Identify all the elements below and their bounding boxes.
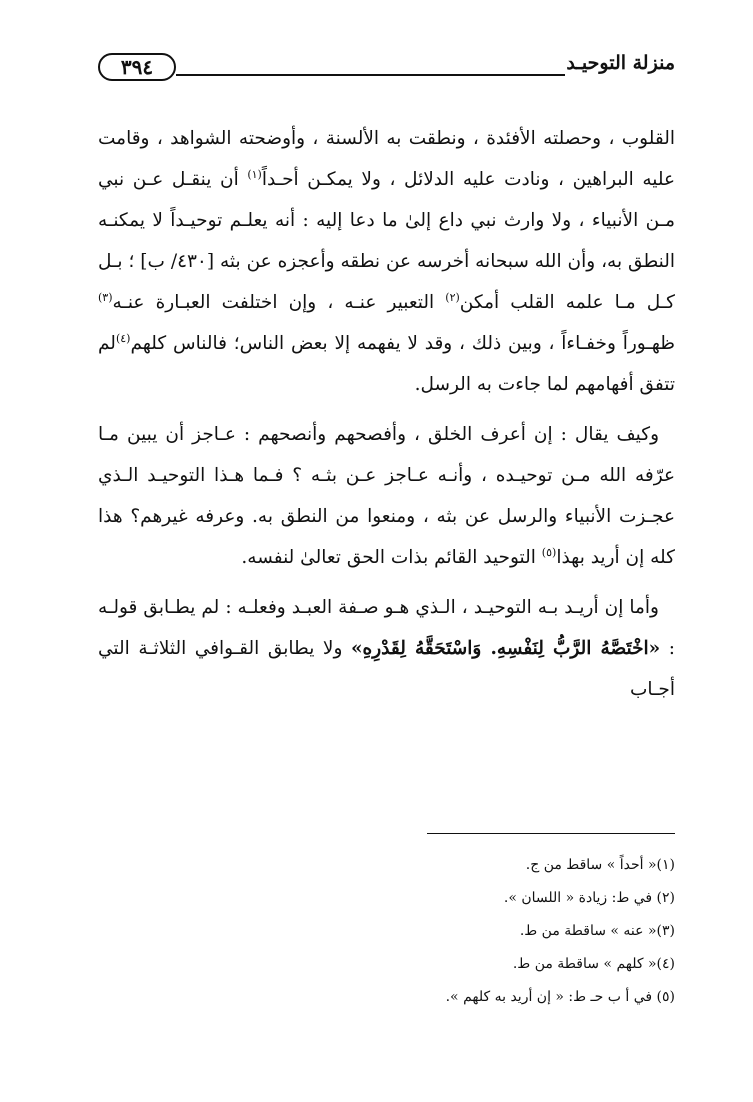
footnotes [98,856,675,1021]
footnote: (١)« أحداً » ساقط من ج. [525,857,675,873]
text-run: ولا يطابق القـوافي الثلاثـة التي أجـاب [98,638,675,700]
footnote-ref: (٢) [445,290,460,304]
footnote-ref: (٤) [115,331,131,345]
footnote: (٣)« عنه » ساقطة من ط. [519,923,675,939]
footnote: (٥) في أ ب حـ ط: « إن أريد به كلهم ». [445,989,675,1005]
body-text [98,118,675,710]
text-run: وكيف يقال : إن أعرف الخلق ، وأفصحهم وأنصحهم : عـاجز أن يبين مـا عرّفه الله مـن توحيـده ، وأنـه عـاجز عـن بثـه ؟ فـما هـذا التوحيـد الـذي عجـزت الأنبياء والرسل عن بثه ، ومنعوا من النطق به. وعرفه غيرهم؟ هذا كله إن أريد بهذا [98,424,675,568]
footnote-ref: (١) [247,167,262,181]
running-title: منزلة التوحيـد [566,52,675,74]
paragraph [98,587,675,710]
text-run: التوحيد القائم بذات الحق تعالىٰ لنفسه. [241,547,542,568]
text-run: لم تتفق أفهامهم لما جاءت به الرسل. [98,333,675,395]
footnote-ref: (٣) [98,290,113,304]
quoted-phrase: «اخْتَصَّهُ الرَّبُّ لِنَفْسِهِ. وَاسْتَحَقَّهُ لِقَدْرِهِ» [350,638,661,659]
page-header [98,48,675,92]
header-rule [176,74,565,76]
paragraph [98,118,675,405]
text-run: القلوب ، وحصلته الأفئدة ، ونطقت به الألسنة ، وأوضحته الشواهد ، وقامت عليه البراهين ، ونادت عليه الدلائل ، ولا يمكـن أحـداً [98,128,675,190]
text-run: ظهـوراً وخفـاءاً ، وبين ذلك ، وقد لا يفهمه إلا بعض الناس؛ فالناس كلهم [130,333,675,354]
text-run: التعبير عنـه ، وإن اختلفت العبـارة عنـه [112,292,446,313]
text-run: وأما إن أريـد بـه التوحيـد ، الـذي هـو صـفة العبـد وفعلـه : لم يطـابق قولـه : [98,597,676,659]
footnote-separator [427,833,675,834]
page-number: ٣٩٤ [98,53,176,81]
paragraph [98,414,675,578]
footnote-ref: (٥) [541,545,557,559]
footnote: (٢) في ط: زيادة « اللسان ». [503,890,675,906]
text-run: أن ينقـل عـن نبي مـن الأنبياء ، ولا وارث نبي داع إلىٰ ما دعا إليه : أنه يعلـم توحيـداً لا يمكنـه النطق به، وأن الله سبحانه أخرسه عن نطقه وأعجزه عن بثه [٤٣٠/ ب] ؛ بـل كـل مـا علمه القلب أمكن [98,169,675,313]
footnote: (٤)« كلهم » ساقطة من ط. [512,956,675,972]
